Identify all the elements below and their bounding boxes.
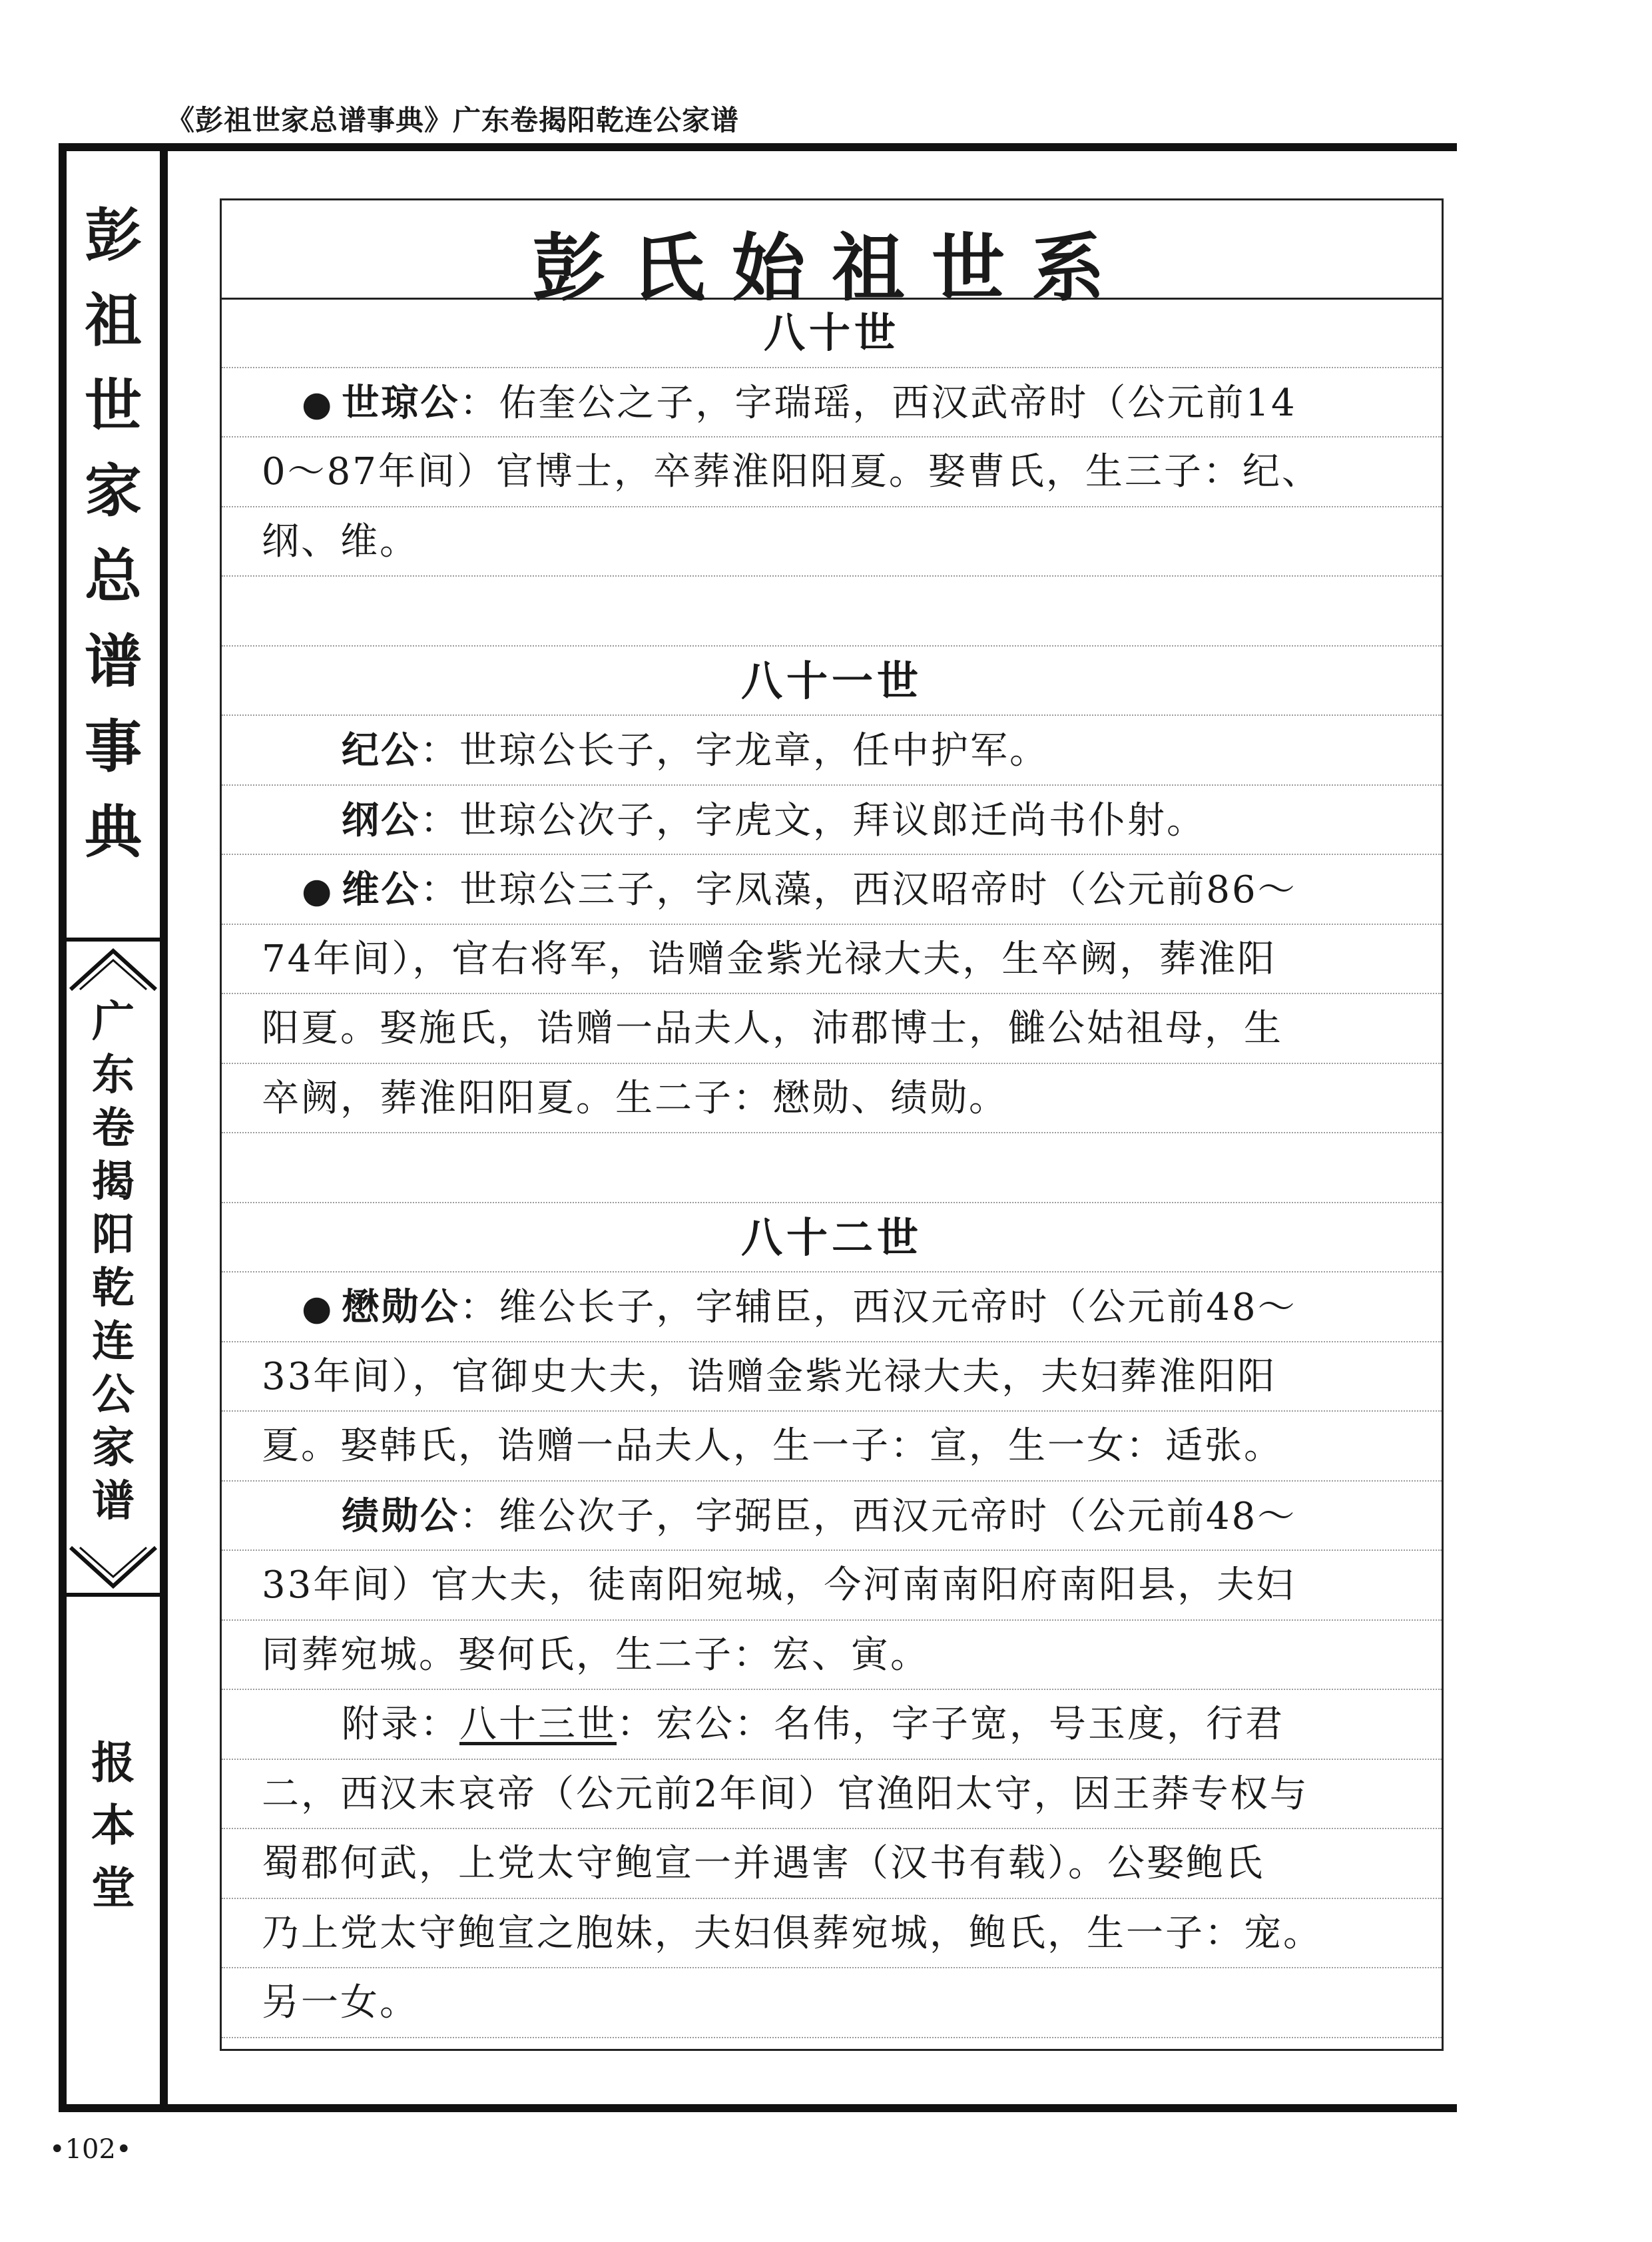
title-box bbox=[222, 200, 1442, 311]
entry-text: ：维公长子，字辅臣，西汉元帝时（公元前48～ bbox=[459, 1286, 1297, 1329]
bottom-rule bbox=[59, 2104, 1457, 2112]
person-name: 懋勋公 bbox=[342, 1285, 460, 1329]
sidebar-hall-char: 本 bbox=[91, 1799, 135, 1851]
generation-heading: 八十世 bbox=[222, 298, 1442, 368]
entry-text: ：宏公：名伟，字子宽，号玉度，行君 bbox=[617, 1703, 1284, 1746]
sidebar-sub-char: 卷 bbox=[92, 1103, 135, 1153]
sidebar-volume-title bbox=[67, 995, 160, 1528]
person-name: 纲公 bbox=[342, 798, 420, 842]
entry-line: 33年间）官大夫，徒南阳宛城，今河南南阳府南阳县，夫妇 bbox=[222, 1551, 1442, 1621]
entry-line: 夏。娶韩氏，诰赠一品夫人，生一子：宣，生一女：适张。 bbox=[222, 1412, 1442, 1482]
entry-line: 二，西汉末哀帝（公元前2年间）官渔阳太守，因王莽专权与 bbox=[222, 1760, 1442, 1830]
blank-line bbox=[222, 577, 1442, 647]
sidebar-title-char: 事 bbox=[85, 713, 142, 780]
sidebar-sub-char: 乾 bbox=[92, 1263, 135, 1313]
entry-line bbox=[222, 716, 1442, 786]
sidebar-hall-char: 报 bbox=[91, 1737, 135, 1789]
generation-heading: 八十二世 bbox=[222, 1203, 1442, 1273]
appendix-label: 附录： bbox=[342, 1703, 459, 1746]
entry-line: 卒阙，葬淮阳阳夏。生二子：懋勋、绩勋。 bbox=[222, 1064, 1442, 1134]
sidebar-sub-char: 东 bbox=[92, 1050, 135, 1100]
sidebar-title-char: 谱 bbox=[85, 628, 142, 695]
sidebar-title-char: 家 bbox=[85, 457, 142, 525]
sidebar-sub-char: 阳 bbox=[92, 1210, 135, 1260]
sidebar-title-char: 世 bbox=[85, 372, 142, 439]
sidebar-title-char: 祖 bbox=[85, 287, 142, 354]
sidebar-sub-char: 揭 bbox=[92, 1157, 135, 1207]
entry-line: 另一女。 bbox=[222, 1968, 1442, 2038]
entry-line bbox=[222, 855, 1442, 925]
entry-line: 74年间），官右将军，诰赠金紫光禄大夫，生卒阙，葬淮阳 bbox=[222, 925, 1442, 995]
person-name: 维公 bbox=[342, 868, 421, 912]
entry-line bbox=[222, 368, 1442, 438]
appendix-generation: 八十三世 bbox=[459, 1703, 617, 1746]
blank-line bbox=[222, 1133, 1442, 1203]
entry-line: 蜀郡何武，上党太守鲍宣一并遇害（汉书有载）。公娶鲍氏 bbox=[222, 1829, 1442, 1899]
entry-line: 乃上党太守鲍宣之胞妹，夫妇俱葬宛城，鲍氏，生一子：宠。 bbox=[222, 1899, 1442, 1969]
sidebar-sub-char: 家 bbox=[92, 1423, 135, 1473]
entry-line: 阳夏。娶施氏，诰赠一品夫人，沛郡博士，雠公姑祖母，生 bbox=[222, 994, 1442, 1064]
chevron-down-ornament bbox=[67, 1545, 160, 1591]
sidebar-hall-name bbox=[67, 1731, 160, 1919]
entry-text: ：世琼公三子，字凤藻，西汉昭帝时（公元前86～ bbox=[420, 868, 1297, 912]
sidebar-sub-char: 广 bbox=[92, 997, 135, 1047]
generation-heading: 八十一世 bbox=[222, 647, 1442, 716]
bullet-icon: ● bbox=[302, 1288, 334, 1328]
sidebar-sub-char: 公 bbox=[92, 1370, 135, 1420]
person-name: 世琼公 bbox=[342, 380, 460, 425]
sidebar-book-title bbox=[67, 193, 160, 875]
sidebar-outer-border bbox=[59, 143, 67, 2112]
bullet-icon: ● bbox=[302, 384, 334, 424]
sidebar-divider bbox=[67, 1593, 160, 1597]
sidebar-sub-char: 谱 bbox=[92, 1476, 135, 1526]
person-name: 纪公 bbox=[342, 728, 420, 772]
sidebar-title-char: 典 bbox=[85, 798, 142, 866]
sidebar-inner-border bbox=[160, 143, 168, 2112]
entry-line bbox=[222, 786, 1442, 856]
sidebar-title-char: 总 bbox=[85, 543, 142, 610]
page-title: 彭氏始祖世系 bbox=[532, 225, 1131, 311]
top-rule bbox=[59, 143, 1457, 151]
sidebar-divider bbox=[67, 938, 160, 942]
content-box bbox=[220, 198, 1444, 2051]
entry-line: 0～87年间）官博士，卒葬淮阳阳夏。娶曹氏，生三子：纪、 bbox=[222, 437, 1442, 507]
bullet-icon: ● bbox=[302, 871, 334, 911]
entry-line: 同葬宛城。娶何氏，生二子：宏、寅。 bbox=[222, 1621, 1442, 1691]
entry-text: ：佑奎公之子，字瑞瑶，西汉武帝时（公元前14 bbox=[459, 381, 1297, 425]
genealogy-lines bbox=[222, 298, 1442, 2038]
running-header: 《彭祖世家总谱事典》广东卷揭阳乾连公家谱 bbox=[166, 104, 740, 137]
entry-line bbox=[222, 1690, 1442, 1760]
entry-text: ：世琼公长子，字龙章，任中护军。 bbox=[420, 729, 1049, 772]
page-number: •102• bbox=[49, 2134, 132, 2165]
sidebar-title-char: 彭 bbox=[85, 202, 142, 269]
entry-text: ：维公次子，字弼臣，西汉元帝时（公元前48～ bbox=[459, 1494, 1297, 1538]
entry-line bbox=[222, 1272, 1442, 1342]
chevron-up-ornament bbox=[67, 946, 160, 992]
entry-line: 纲、维。 bbox=[222, 507, 1442, 577]
entry-line bbox=[222, 1482, 1442, 1551]
person-name: 绩勋公 bbox=[342, 1494, 459, 1538]
entry-line: 33年间），官御史大夫，诰赠金紫光禄大夫，夫妇葬淮阳阳 bbox=[222, 1342, 1442, 1412]
entry-text: ：世琼公次子，字虎文，拜议郎迁尚书仆射。 bbox=[420, 798, 1206, 842]
sidebar-hall-char: 堂 bbox=[91, 1862, 135, 1914]
sidebar-sub-char: 连 bbox=[92, 1316, 135, 1366]
